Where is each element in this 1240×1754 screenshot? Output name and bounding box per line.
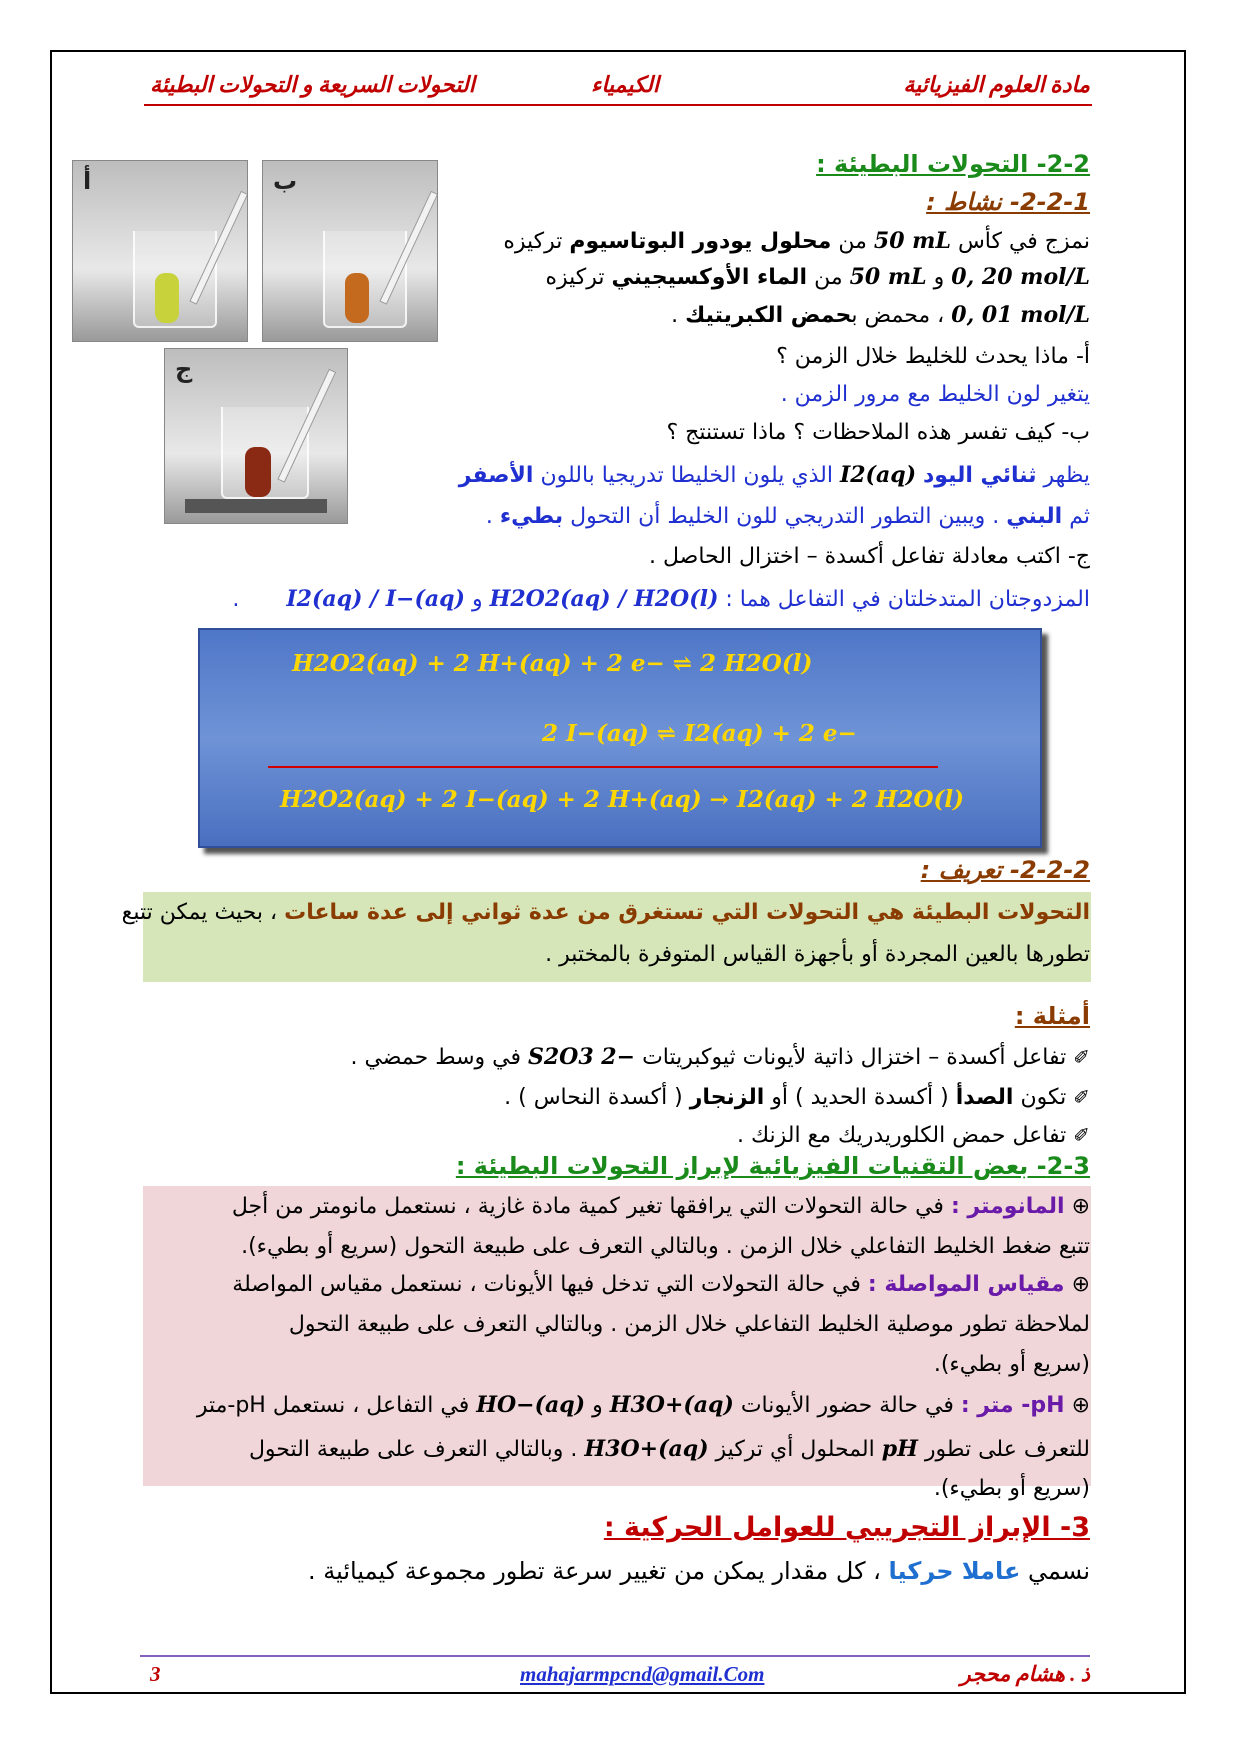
p3-acid: حمض الكبريتيك	[685, 303, 852, 328]
t3-and: و	[592, 1393, 603, 1418]
ab2-end: .	[485, 504, 493, 529]
section-3-line	[308, 1556, 1090, 1586]
ab1-start: يظهر	[1043, 463, 1090, 488]
header-rule	[144, 104, 1092, 106]
footer-rule	[140, 1655, 1090, 1657]
examples-title: أمثلة :	[1014, 1002, 1090, 1030]
definition-bold: التحولات البطيئة هي التحولات التي تستغرق من عدة ثواني إلى عدة ساعات	[284, 900, 1090, 925]
liquid-b	[345, 273, 369, 323]
s3-c: ، كل مقدار يمكن من تغيير سرعة تطور مجموعة كيميائية .	[308, 1557, 881, 1585]
photo-a-label: أ	[83, 167, 92, 195]
example-3	[737, 1120, 1090, 1151]
ex3-text: تفاعل حمض الكلوريدريك مع الزنك .	[736, 1123, 1067, 1148]
photo-b	[262, 160, 438, 342]
section-2-2-title: 2-2- التحولات البطيئة :	[816, 150, 1090, 178]
t3-l2b: المحلول أي تركيز	[715, 1437, 875, 1462]
manometer-label: المانومتر :	[950, 1194, 1065, 1219]
definition-line-1	[122, 898, 1090, 928]
liquid-a	[155, 273, 179, 323]
definition-rest: ، بحيث يمكن تتبع	[121, 900, 278, 925]
ex2-rust: الصدأ	[955, 1085, 1014, 1110]
p3-acidified: ، محمض ب	[851, 303, 945, 328]
header-branch: الكيمياء	[590, 72, 659, 97]
technique-3-line-3: (سريع أو بطيء).	[933, 1476, 1090, 1501]
p2-conc: 0, 20 mol/L	[951, 264, 1090, 290]
ex2-a: تكون	[1020, 1085, 1067, 1110]
p1-from: من	[838, 229, 867, 254]
t3-l2c: . وبالتالي التعرف على طبيعة التحول	[248, 1437, 578, 1462]
technique-1-line-1	[232, 1192, 1090, 1222]
t3-f4: H3O+(aq)	[584, 1436, 709, 1462]
crosshair-icon: ⊕	[1071, 1194, 1090, 1219]
question-b: ب- كيف تفسر هذه الملاحظات ؟ ماذا تستنتج ؟	[666, 420, 1090, 445]
liquid-c	[245, 447, 271, 497]
technique-2-line-2: لملاحظة تطور موصلية الخليط التفاعلي خلال الزمن . وبالتالي التعرف على طبيعة التحول	[288, 1312, 1090, 1337]
ex2-verdigris: الزنجار	[689, 1085, 765, 1110]
techniques-title: 2-3- بعض التقنيات الفيزيائية لإبراز التحولات البطيئة :	[455, 1152, 1090, 1180]
paragraph-line-2	[545, 262, 1090, 293]
p2-and: و	[933, 265, 945, 290]
ab1-yellow: الأصفر	[458, 463, 534, 488]
definition-title: 2-2-2- تعريف :	[920, 856, 1090, 884]
crosshair-icon: ⊕	[1071, 1272, 1090, 1297]
t3-l1b: في التفاعل ، نستعمل pH-متر	[196, 1393, 470, 1418]
photo-a	[72, 160, 248, 342]
photo-c	[164, 348, 348, 524]
question-c: ج- اكتب معادلة تفاعل أكسدة – اختزال الحاصل .	[649, 544, 1090, 569]
paragraph-line-1	[503, 226, 1090, 257]
p1-concentration: تركيزه	[503, 229, 563, 254]
p2-from: من	[814, 265, 843, 290]
answer-a: يتغير لون الخليط مع مرور الزمن .	[780, 382, 1090, 407]
s3-kinetic-factor: عاملا حركيا	[888, 1557, 1021, 1585]
activity-title: 2-2-1- نشاط :	[926, 188, 1090, 216]
p1-text: نمزج في كأس	[957, 229, 1090, 254]
couples-line	[232, 584, 1090, 615]
t2-l1: في حالة التحولات التي تدخل فيها الأيونات ، نستعمل مقياس المواصلة	[232, 1272, 861, 1297]
p2-volume: 50 mL	[849, 264, 927, 290]
ab1-iodine: ثنائي اليود	[923, 463, 1037, 488]
t1-l1: في حالة التحولات التي يرافقها تغير كمية مادة غازية ، نستعمل مانومتر من أجل	[231, 1194, 944, 1219]
ex1-end: في وسط حمضي .	[350, 1045, 521, 1070]
ex1-formula: S2O3 2−	[527, 1044, 636, 1070]
couples-text: المزدوجتان المتدخلتان في التفاعل هما :	[725, 587, 1090, 612]
crosshair-icon: ⊕	[1071, 1393, 1090, 1418]
ab2-start: ثم	[1069, 504, 1090, 529]
ab2-mid: . ويبين التطور التدريجي للون الخليط أن التحول	[570, 504, 1000, 529]
example-2	[504, 1082, 1090, 1113]
stand-plate	[185, 499, 327, 513]
t3-f2: HO−(aq)	[476, 1392, 586, 1418]
ex2-e: ( أكسدة النحاس ) .	[504, 1085, 683, 1110]
overall-equation: H2O2(aq) + 2 I−(aq) + 2 H+(aq) → I2(aq) + 2 H2O(l)	[280, 786, 965, 813]
equation-separator	[268, 766, 938, 768]
conductivity-label: مقياس المواصلة :	[867, 1272, 1065, 1297]
definition-line-2: تطورها بالعين المجردة أو بأجهزة القياس المتوفرة بالمختبر .	[545, 942, 1090, 967]
answer-b-line-1	[459, 460, 1090, 491]
photo-c-label: ج	[175, 355, 193, 383]
photo-b-label: ب	[273, 167, 298, 195]
p3-end: .	[671, 303, 679, 328]
header-subject: مادة العلوم الفيزيائية	[903, 72, 1090, 97]
half-equation-1: H2O2(aq) + 2 H+(aq) + 2 e− ⇌ 2 H2O(l)	[292, 650, 813, 677]
t3-l2a: للتعرف على تطور	[924, 1437, 1090, 1462]
ex1-text: تفاعل أكسدة – اختزال ذاتية لأيونات ثيوكبريتات	[642, 1045, 1067, 1070]
t3-f1: H3O+(aq)	[609, 1392, 734, 1418]
couples-end: .	[232, 587, 240, 612]
ab1-mid: الذي يلون الخليطا تدريجيا باللون	[540, 463, 833, 488]
half-equation-2: 2 I−(aq) ⇌ I2(aq) + 2 e−	[542, 720, 857, 747]
pencil-icon: ✐	[1073, 1045, 1090, 1069]
p1-volume: 50 mL	[873, 228, 951, 254]
technique-3-line-1	[197, 1390, 1090, 1421]
footer-author: ذ . هشام محجر	[960, 1662, 1090, 1686]
p2-concentration: تركيزه	[545, 265, 605, 290]
paragraph-line-3	[671, 300, 1090, 331]
couple-1: H2O2(aq) / H2O(l)	[489, 586, 719, 612]
question-a: أ- ماذا يحدث للخليط خلال الزمن ؟	[776, 344, 1090, 369]
page-number: 3	[150, 1662, 161, 1686]
s3-a: نسمي	[1028, 1557, 1090, 1585]
example-1	[350, 1042, 1090, 1073]
p3-conc: 0, 01 mol/L	[951, 302, 1090, 328]
couple-2: I2(aq) / I−(aq)	[286, 586, 465, 612]
technique-3-line-2	[249, 1434, 1090, 1465]
technique-1-line-2: تتبع ضغط الخليط التفاعلي خلال الزمن . وبالتالي التعرف على طبيعة التحول (سريع أو بطيء).	[241, 1234, 1090, 1259]
ab2-brown: البني	[1006, 504, 1063, 529]
pencil-icon: ✐	[1073, 1085, 1090, 1109]
t3-l1a: في حالة حضور الأيونات	[740, 1393, 954, 1418]
technique-2-line-1	[232, 1270, 1090, 1300]
ab2-slow: بطيء	[499, 504, 564, 529]
ph-meter-label: pH- متر :	[960, 1393, 1065, 1418]
technique-2-line-3: (سريع أو بطيء).	[933, 1352, 1090, 1377]
couples-and: و	[471, 587, 483, 612]
p2-peroxide: الماء الأوكسيجيني	[611, 265, 808, 290]
pencil-icon: ✐	[1073, 1123, 1090, 1147]
ex2-c: ( أكسدة الحديد ) أو	[771, 1085, 949, 1110]
t3-f3: pH	[881, 1436, 918, 1462]
footer-email[interactable]: mahajarmpcnd@gmail.Com	[520, 1662, 765, 1686]
section-3-title: 3- الإبراز التجريبي للعوامل الحركية :	[603, 1512, 1090, 1543]
answer-b-line-2	[486, 502, 1090, 532]
p1-solution: محلول يودور البوتاسيوم	[569, 229, 832, 254]
ab1-formula: I2(aq)	[839, 462, 916, 488]
header-lesson: التحولات السريعة و التحولات البطيئة	[150, 72, 475, 97]
